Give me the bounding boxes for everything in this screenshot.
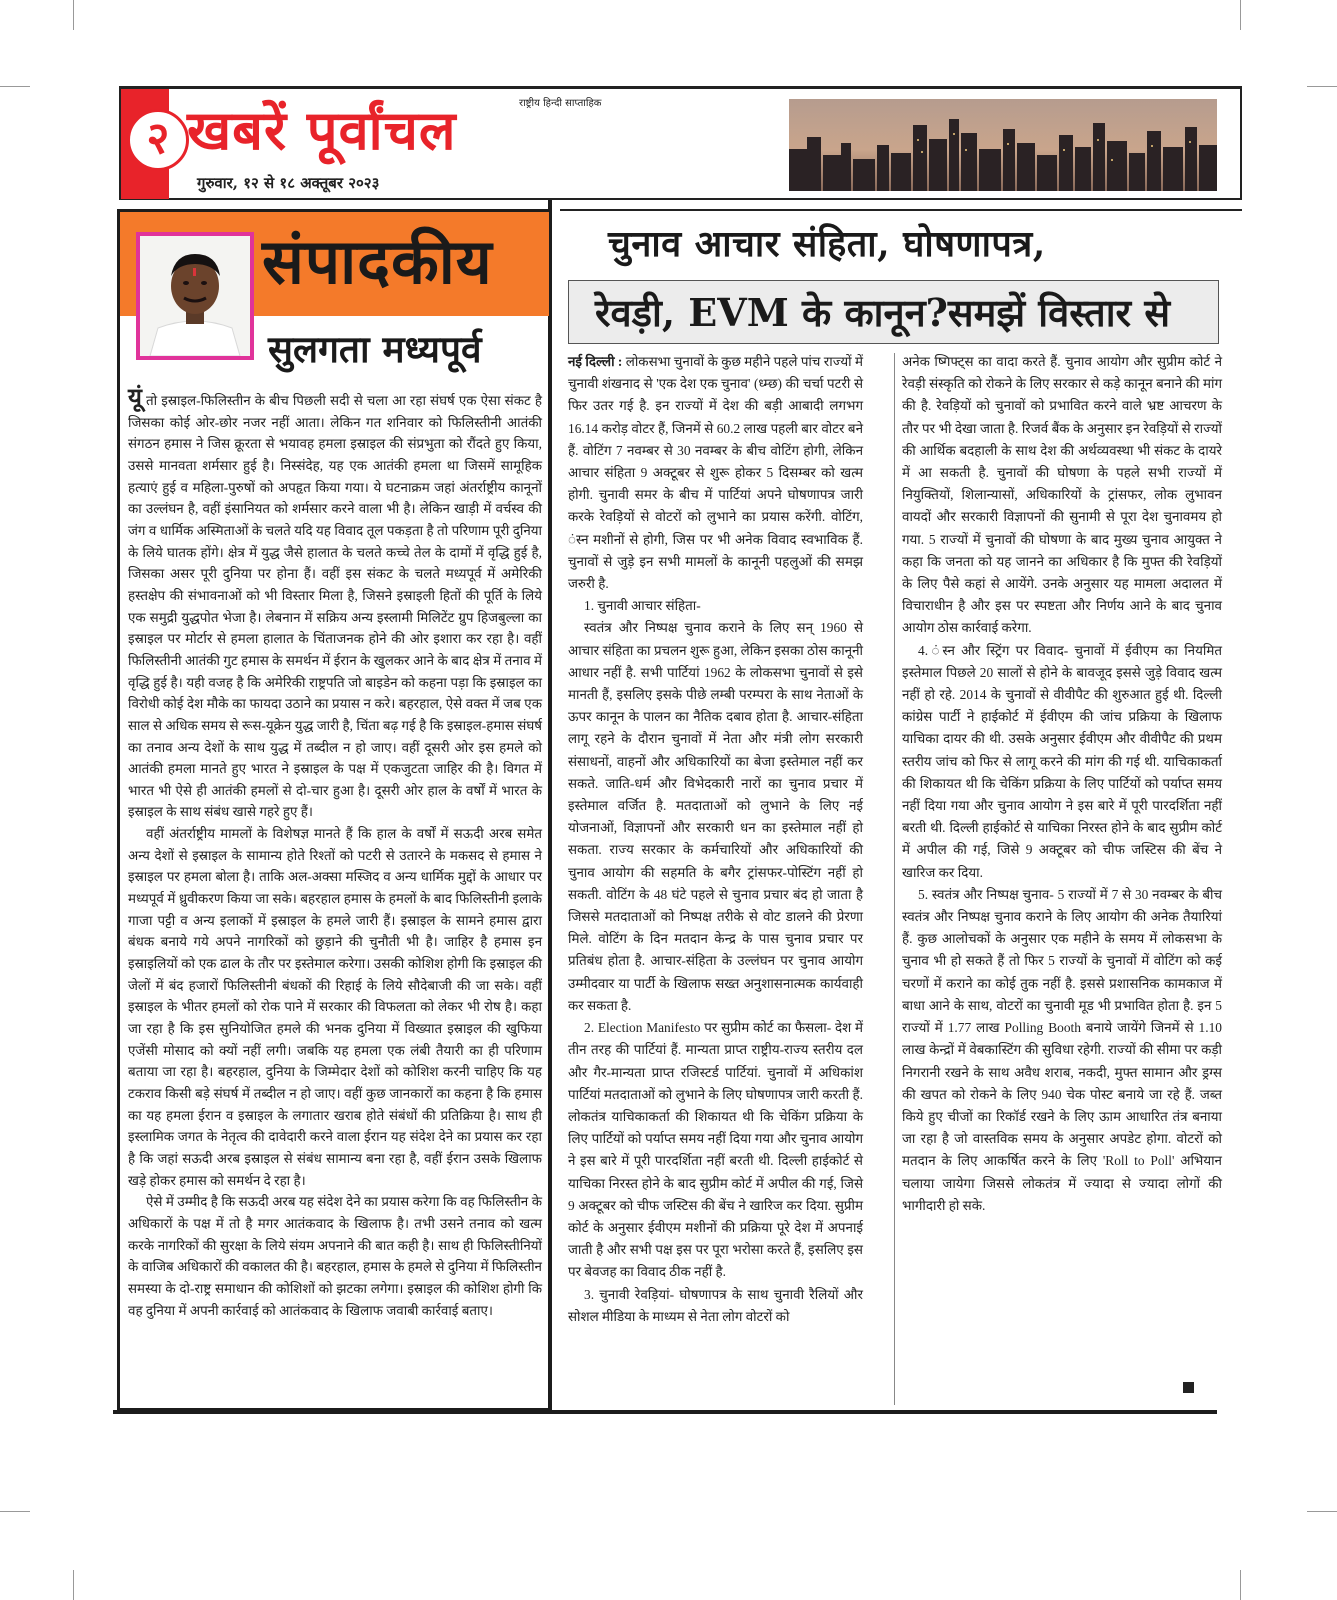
page-number: २ [127,109,189,171]
crop-mark [1240,1570,1241,1600]
main-article [560,209,1242,1411]
article-subheading: 1. चुनावी आचार संहिता- [584,598,701,614]
editorial-paragraph: वहीं अंतर्राष्ट्रीय मामलों के विशेषज्ञ मानते हैं कि हाल के वर्षों में सऊदी अरब समेत अन्य देशों से इस्राइल के सामान्य होते रिश्तों को पटरी से उतारने के मकसद से हमास ने इस्राइल पर हमला बोला है। ताकि अल-अक्सा मस्जिद व अन्य धार्मिक मुद्दों के आधार पर मध्यपूर्व में ध्रुवीकरण किया जा सके। बहरहाल हमास के हमलों के बाद फिलिस्तीनी इलाके गाजा पट्टी व अन्य इलाकों में इस्राइल के हमले जारी हैं। इस्राइल के सामने हमास द्वारा बंधक बनाये गये अपने नागरिकों को छुड़ाने की चुनौती भी है। जाहिर है हमास इन इस्राइलियों को एक ढाल के तौर पर इस्तेमाल करेगा। उसकी कोशिश होगी कि इस्राइल की जेलों में बंद हजारों फिलिस्तीनी बंधकों की रिहाई के लिये सौदेबाजी की जा सके। वहीं इस्राइल के भीतर हमलों को रोक पाने में सरकार की विफलता को लेकर भी रोष है। कहा जा रहा है कि इस सुनियोजित हमले की भनक दुनिया में विख्यात इस्राइल की खुफिया एजेंसी मोसाद को क्यों नहीं लगी। जबकि यह हमला एक लंबी तैयारी का ही परिणाम बताया जा रहा है। बहरहाल, दुनिया के जिम्मेदार देशों को कोशिश करनी चाहिए कि यह टकराव किसी बड़े संघर्ष में तब्दील न हो जाए। वहीं कुछ जानकारों का कहना है कि हमास का यह हमला ईरान व इस्राइल के लगातार खराब होते संबंधों की प्रतिक्रिया है। साथ ही इस्लामिक जगत के नेतृत्व की दावेदारी करने वाला ईरान यह संदेश देने का प्रयास कर रहा है कि जहां सऊदी अरब इस्राइल से संबंध सामान्य बना रहा है, वहीं ईरान उसके खिलाफ खड़े होकर हमास को समर्थन दे रहा है। [128,826,542,1188]
article-paragraph: 2. Election Manifesto पर सुप्रीम कोर्ट का फैसला- देश में तीन तरह की पार्टियां हैं. मान्यता प्राप्त राष्ट्रीय-राज्य स्तरीय दल और गैर-मान्यता प्राप्त रजिस्टर्ड पार्टियां. चुनावों में अधिकांश पार्टियां मतदाताओं को लुभाने के लिए घोषणापत्र जारी करती हैं. लोकतंत्र याचिकाकर्ता की शिकायत थी कि चेकिंग प्रक्रिया के लिए पार्टियों को पर्याप्त समय नहीं दिया गया और चुनाव आयोग ने इस बारे में पूरी पारदर्शिता नहीं बरती थी. दिल्ली हाईकोर्ट से याचिका निरस्त होने के बाद सुप्रीम कोर्ट में अपील की गई, जिसे 9 अक्टूबर को चीफ जस्टिस की बेंच ने खारिज कर दिया. सुप्रीम कोर्ट के अनुसार ईवीएम मशीनों की प्रक्रिया पूरे देश में अपनाई जाती है और सभी पक्ष इस पर पूरा भरोसा करते हैं, इसलिए इस पर बेवजह का विवाद ठीक नहीं है. [568,1020,863,1280]
editor-portrait-icon [140,236,250,356]
article-paragraph: स्वतंत्र और निष्पक्ष चुनाव कराने के लिए सन् 1960 से आचार संहिता का प्रचलन शुरू हुआ, लेकिन इसका ठोस कानूनी आधार नहीं है. सभी पार्टियां 1962 के लोकसभा चुनावों से इसे मानती हैं, इसलिए इसके पीछे लम्बी परम्परा के साथ नेताओं के ऊपर कानून के पालन का नैतिक दबाव होता है. आचार-संहिता लागू रहने के दौरान चुनावों में नेता और मंत्री लोग सरकारी संसाधनों, वाहनों और अधिकारियों का बेजा इस्तेमाल नहीं कर सकते. जाति-धर्म और विभेदकारी नारों का चुनाव प्रचार में इस्तेमाल वर्जित है. मतदाताओं को लुभाने के लिए नई योजनाओं, विज्ञापनों और सरकारी धन का इस्तेमाल नहीं हो सकता. राज्य सरकार के कर्मचारियों और अधिकारियों की चुनाव आयोग की सहमति के बगैर ट्रांसफर-पोस्टिंग नहीं हो सकती. वोटिंग के 48 घंटे पहले से चुनाव प्रचार बंद हो जाता है जिससे मतदाताओं को निष्पक्ष तरीके से वोट डालने की प्रेरणा मिले. वोटिंग के दिन मतदान केन्द्र के पास चुनाव प्रचार पर प्रतिबंध होता है. आचार-संहिता के उल्लंघन पर चुनाव आयोग उम्मीदवार या पार्टी के खिलाफ सख्त अनुशासनात्मक कार्यवाही कर सकता है. [568,620,863,1013]
crop-mark [1240,0,1241,30]
crop-mark [73,1570,74,1600]
crop-mark [0,86,30,87]
newspaper-title: खबरें पूर्वांचल [187,98,457,162]
article-headline-line1: चुनाव आचार संहिता, घोषणापत्र, [608,223,1046,265]
article-column-2 [902,351,1222,1217]
article-paragraph: 3. चुनावी रेवड़ियां- घोषणापत्र के साथ चुनावी रैलियों और सोशल मीडिया के माध्यम से नेता लोग वोटरों को [568,1286,863,1324]
editorial-paragraph: ऐसे में उम्मीद है कि सऊदी अरब यह संदेश देने का प्रयास करेगा कि वह फिलिस्तीन के अधिकारों के पक्ष में तो है मगर आतंकवाद के खिलाफ है। तभी उसने तनाव को खत्म करके नागरिकों की सुरक्षा के लिये संयम अपनाने की बात कही है। साथ ही फिलिस्तीनियों के वाजिब अधिकारों की वकालत की है। बहरहाल, हमास के हमले से दुनिया में फिलिस्तीन समस्या के दो-राष्ट्र समाधान की कोशिशों को झटका लगेगा। इस्राइल की कोशिश होगी कि वह दुनिया में अपनी कार्रवाई को आतंकवाद के खिलाफ जवाबी कार्रवाई बताए। [128,1194,542,1318]
editorial-headline: सुलगता मध्यपूर्व [268,327,482,371]
crop-mark [1307,86,1337,87]
article-headline-box [568,280,1219,344]
column-divider [894,353,895,1405]
editorial-section-title: संपादकीय [262,225,493,298]
editor-photo [136,232,254,360]
article-dateline: नई दिल्ली : [568,354,623,369]
article-paragraph: अनेक ष्गिफ्ट्स का वादा करते हैं. चुनाव आयोग और सुप्रीम कोर्ट ने रेवड़ी संस्कृति को रोकने के लिए सरकार से कड़े कानून बनाने की मांग की है. रेवड़ियों को चुनावों को प्रभावित करने वाले भ्रष्ट आचरण के तौर पर भी देखा जाता है. रिजर्व बैंक के अनुसार इन रेवड़ियों से राज्यों की आर्थिक बदहाली के साथ देश की अर्थव्यवस्था भी संकट के दायरे में आ सकती है. चुनावों की घोषणा के पहले सभी राज्यों में नियुक्तियों, शिलान्यासों, अधिकारियों के ट्रांसफर, लोक लुभावन वायदों और सरकारी विज्ञापनों की सुनामी से पूरा देश चुनावमय हो गया. 5 राज्यों में चुनावों की घोषणा के बाद मुख्य चुनाव आयुक्त ने कहा कि जनता को यह जानने का अधिकार है कि मुफ्त की रेवड़ियों के लिए पैसे कहां से आयेंगे. उनके अनुसार यह मामला अदालत में विचाराधीन है और इस पर स्पष्टता और निर्णय आने के बाद चुनाव आयोग ठोस कार्रवाई करेगा. [902,354,1222,636]
editorial-section [117,209,552,1411]
issue-date: गुरुवार, १२ से १८ अक्तूबर २०२३ [197,174,380,192]
newspaper-tagline: राष्ट्रीय हिन्दी साप्ताहिक [519,98,602,109]
drop-cap: यूं [128,382,142,411]
article-paragraph: 5. स्वतंत्र और निष्पक्ष चुनाव- 5 राज्यों में 7 से 30 नवम्बर के बीच स्वतंत्र और निष्पक्ष चुनाव कराने के लिए आयोग की अनेक तैयारियां हैं. कुछ आलोचकों के अनुसार एक महीने के समय में लोकसभा के चुनाव भी हो सकते हैं तो फिर 5 राज्यों के चुनावों में वोटिंग को कई चरणों में कराने का कोई तुक नहीं है. इससे प्रशासनिक कामकाज में बाधा आने के साथ, वोटरों का चुनावी मूड भी प्रभावित होता है. इन 5 राज्यों में 1.77 लाख Polling Booth बनाये जायेंगे जिनमें से 1.10 लाख केन्द्रों में वेबकास्टिंग की सुविधा रहेगी. राज्यों की सीमा पर कड़ी निगरानी रखने के साथ अवैध शराब, नकदी, मुफ्त सामान और ड्रग्स की खपत को रोकने के लिए 940 चेक पोस्ट बनाये जा रहे हैं. जब्त किये हुए चीजों का रिकॉर्ड रखने के लिए ऊाम आधारित तंत्र बनाया जा रहा है जो वास्तविक समय के अनुसार अपडेट होगा. वोटरों को मतदान के लिए आकर्षित करने के लिए 'Roll to Poll' अभियान चलाया जायेगा जिससे लोकतंत्र में ज्यादा से ज्यादा लोगों की भागीदारी हो सके. [902,886,1222,1213]
editorial-paragraph: यूं तो इस्राइल-फिलिस्तीन के बीच पिछली सदी से चला आ रहा संघर्ष एक ऐसा संकट है जिसका कोई ओर-छोर नजर नहीं आता। लेकिन गत शनिवार को फिलिस्तीनी आतंकी संगठन हमास ने जिस क्रूरता से भयावह हमला इस्राइल की संप्रभुता को रौंदते हुए किया, उससे मानवता शर्मसार हुई है। निस्संदेह, यह एक आतंकी हमला था जिसमें सामूहिक हत्याएं हुई व महिला-पुरुषों को अपहृत किया गया। ये घटनाक्रम जहां अंतर्राष्ट्रीय कानूनों का उल्लंघन है, वहीं इंसानियत को शर्मसार करने वाला भी है। लेकिन खाड़ी में वर्चस्व की जंग व धार्मिक अस्मिताओं के चलते यदि यह विवाद तूल पकड़ता है तो परिणाम पूरी दुनिया के लिये घातक होंगे। क्षेत्र में युद्ध जैसे हालात के चलते कच्चे तेल के दामों में वृद्धि हुई है, जिसका असर पूरी दुनिया पर होना हैं। वहीं इस संकट के चलते मध्यपूर्व में अमेरिकी हस्तक्षेप की संभावनाओं को भी विस्तार मिला है, जिसने इस्राइली हितों की पूर्ति के लिये एक समुद्री युद्धपोत भेजा है। लेबनान में सक्रिय अन्य इस्लामी मिलिटेंट ग्रुप हिजबुल्ला का इस्राइल पर मोर्टार से हमला हालात के चिंताजनक होने की ओर इशारा कर रहा है। वहीं फिलिस्तीनी आतंकी गुट हमास के समर्थन में ईरान के खुलकर आने के बाद क्षेत्र में तनाव में वृद्धि हुई है। यही वजह है कि अमेरिकी राष्ट्रपति जो बाइडेन को कहना पड़ा कि इस्राइल का विरोधी कोई देश मौके का फायदा उठाने का प्रयास न करे। बहरहाल, ऐसे वक्त में जब एक साल से अधिक समय से रूस-यूक्रेन युद्ध जारी है, चिंता बढ़ गई है कि इस्राइल-हमास संघर्ष का तनाव अन्य देशों के साथ युद्ध में तब्दील न हो जाए। वहीं दूसरी ओर इस हमले को आतंकी हमला मानते हुए भारत ने इस्राइल के पक्ष में एकजुटता जाहिर की है। विगत में भारत भी ऐसे ही आतंकी हमलों से दो-चार हुआ है। दूसरी ओर हाल के वर्षों में भारत के इस्राइल के साथ संबंध खासे गहरे हुए हैं। [128,382,542,820]
crop-mark [73,0,74,30]
article-headline-line2: रेवड़ी, EVM के कानून?समझें विस्तार से [595,290,1171,335]
crop-mark [0,1511,30,1512]
article-paragraph: 4. ंस्न और स्ट्रिंग पर विवाद- चुनावों में ईवीएम का नियमित इस्तेमाल पिछले 20 सालों से होने के बावजूद इससे जुड़े विवाद खत्म नहीं हो रहे. 2014 के चुनावों से वीवीपैट की शुरुआत हुई थी. दिल्ली कांग्रेस पार्टी ने हाईकोर्ट में ईवीएम की जांच प्रक्रिया के खिलाफ याचिका दायर की थी. उसके अनुसार ईवीएम और वीवीपैट की प्रथम स्तरीय जांच को फिर से लागू करने की मांग की गई थी. याचिकाकर्ता की शिकायत थी कि चेकिंग प्रक्रिया के लिए पार्टियों को पर्याप्त समय नहीं दिया गया और चुनाव आयोग ने इस बारे में पूरी पारदर्शिता नहीं बरती थी. दिल्ली हाईकोर्ट से याचिका निरस्त होने के बाद सुप्रीम कोर्ट में अपील की गई, जिसे 9 अक्टूबर को चीफ जस्टिस की बेंच ने खारिज कर दिया. [902,642,1222,880]
article-end-mark [1183,1382,1194,1393]
article-column-1 [568,351,863,1328]
crop-mark [1307,1511,1337,1512]
article-paragraph: नई दिल्ली : लोकसभा चुनावों के कुछ महीने पहले पांच राज्यों में चुनावी शंखनाद से 'एक देश एक चुनाव' (ध्म्छ) की चर्चा पटरी से फिर उतर गई है. इन राज्यों में देश की बड़ी आबादी लगभग 16.14 करोड़ वोटर हैं, जिनमें से 60.2 लाख पहली बार वोटर बने हैं. वोटिंग 7 नवम्बर से 30 नवम्बर के बीच वोटिंग होगी, लेकिन आचार संहिता 9 अक्टूबर से शुरू होकर 5 दिसम्बर को खत्म होगी. चुनावी समर के बीच में पार्टियां अपने घोषणापत्र जारी करके रेवड़ियों से वोटरों को लुभाने का प्रयास करेंगी. वोटिंग, ंस्न मशीनों से होगी, जिस पर भी अनेक विवाद स्वभाविक हैं. चुनावों से जुड़े इन सभी मामलों के कानूनी पहलुओं की समझ जरुरी है. [568,354,863,592]
editorial-body [128,382,542,1321]
city-skyline-image [789,99,1217,191]
masthead [119,86,1242,200]
